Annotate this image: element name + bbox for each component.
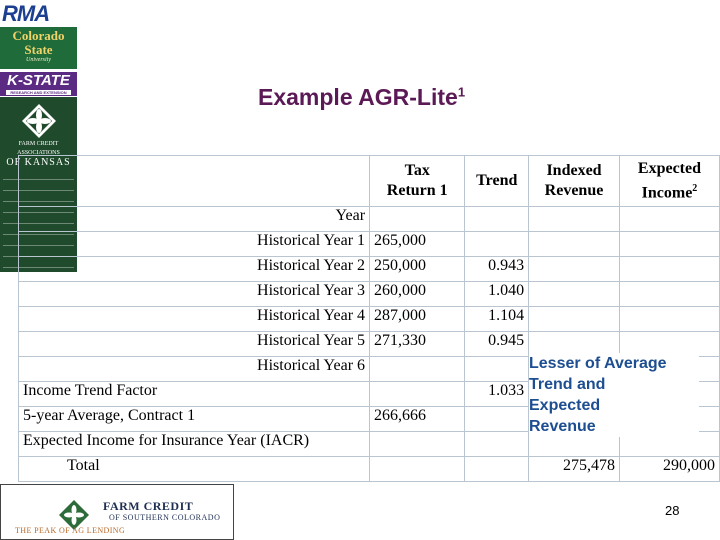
header-expected-l2: Income	[641, 184, 693, 202]
header-expected-footnote: 2	[692, 182, 698, 194]
table-row	[19, 207, 720, 232]
tax-cell: 250,000	[370, 257, 465, 282]
kstate-logo-text: K-STATE	[7, 72, 70, 89]
farm-credit-southern-colorado-logo	[0, 484, 234, 540]
total-expected-value: 290,000	[619, 457, 719, 482]
table-header-row	[19, 156, 720, 207]
header-tax-return-l2: Return 1	[386, 182, 448, 199]
header-indexed-l2: Revenue	[544, 182, 604, 199]
trend-cell: 0.945	[465, 332, 529, 357]
tax-cell: 265,000	[370, 232, 465, 257]
fcak-line3: OF KANSAS	[6, 157, 71, 168]
fcsc-name-line1: FARM CREDIT	[103, 499, 194, 513]
tax-cell: 271,330	[370, 332, 465, 357]
tax-cell: 287,000	[370, 307, 465, 332]
table-row	[19, 282, 720, 307]
total-label: Total	[19, 457, 370, 482]
income-trend-factor-label: Income Trend Factor	[19, 382, 370, 407]
header-tax-return-l1: Tax	[404, 162, 430, 179]
header-expected-l1: Expected	[637, 159, 702, 177]
income-trend-factor-value: 1.033	[465, 382, 529, 407]
note-line1: Lesser of Average	[529, 355, 667, 372]
five-year-average-value: 266,666	[370, 407, 465, 432]
slide-title-text: Example AGR-Lite	[258, 84, 458, 110]
header-tax-return	[370, 156, 465, 207]
total-indexed-value: 275,478	[529, 457, 620, 482]
trend-cell: 1.040	[465, 282, 529, 307]
five-year-average-label: 5-year Average, Contract 1	[19, 407, 370, 432]
table-row	[19, 232, 720, 257]
row-label: Historical Year 4	[19, 307, 370, 332]
row-label: Historical Year 1	[19, 232, 370, 257]
fcak-line1: FARM CREDIT	[18, 141, 59, 147]
table-row	[19, 257, 720, 282]
row-label: Historical Year 6	[19, 357, 370, 382]
fcsc-name-line2: OF SOUTHERN COLORADO	[109, 513, 221, 522]
kstate-logo-sub: RESEARCH AND EXTENSION	[6, 90, 71, 95]
trend-cell	[465, 357, 529, 382]
slide-title	[258, 84, 465, 111]
fcak-line2: ASSOCIATIONS	[17, 150, 60, 156]
table-row	[19, 457, 720, 482]
note-line2: Trend and	[529, 376, 606, 393]
trend-cell: 0.943	[465, 257, 529, 282]
header-blank	[19, 156, 370, 207]
tax-cell: 260,000	[370, 282, 465, 307]
row-label: Historical Year 5	[19, 332, 370, 357]
header-trend: Trend	[465, 156, 529, 207]
lesser-of-note	[529, 353, 699, 437]
csu-logo-line3: University	[26, 57, 51, 63]
trend-cell	[465, 232, 529, 257]
slide-title-footnote: 1	[457, 84, 466, 100]
row-label: Historical Year 2	[19, 257, 370, 282]
note-line4: Revenue	[529, 418, 596, 435]
fcsc-tagline: THE PEAK OF AG LENDING	[15, 526, 126, 535]
rma-logo: RMA	[2, 1, 50, 26]
header-expected-income	[619, 156, 719, 207]
csu-logo-line1: Colorado	[12, 28, 65, 43]
kstate-logo	[0, 72, 77, 96]
csu-logo	[0, 27, 77, 69]
leaf-emblem-icon	[21, 103, 57, 139]
row-label: Historical Year 3	[19, 282, 370, 307]
trend-cell: 1.104	[465, 307, 529, 332]
table-row	[19, 307, 720, 332]
header-indexed-l1: Indexed	[546, 162, 602, 179]
csu-logo-line2: State	[24, 42, 53, 57]
header-indexed-revenue	[529, 156, 620, 207]
year-label: Year	[19, 207, 370, 232]
tax-cell	[370, 357, 465, 382]
page-number: 28	[665, 503, 680, 518]
note-line3: Expected	[529, 397, 601, 414]
iacr-label: Expected Income for Insurance Year (IACR)	[19, 432, 370, 457]
